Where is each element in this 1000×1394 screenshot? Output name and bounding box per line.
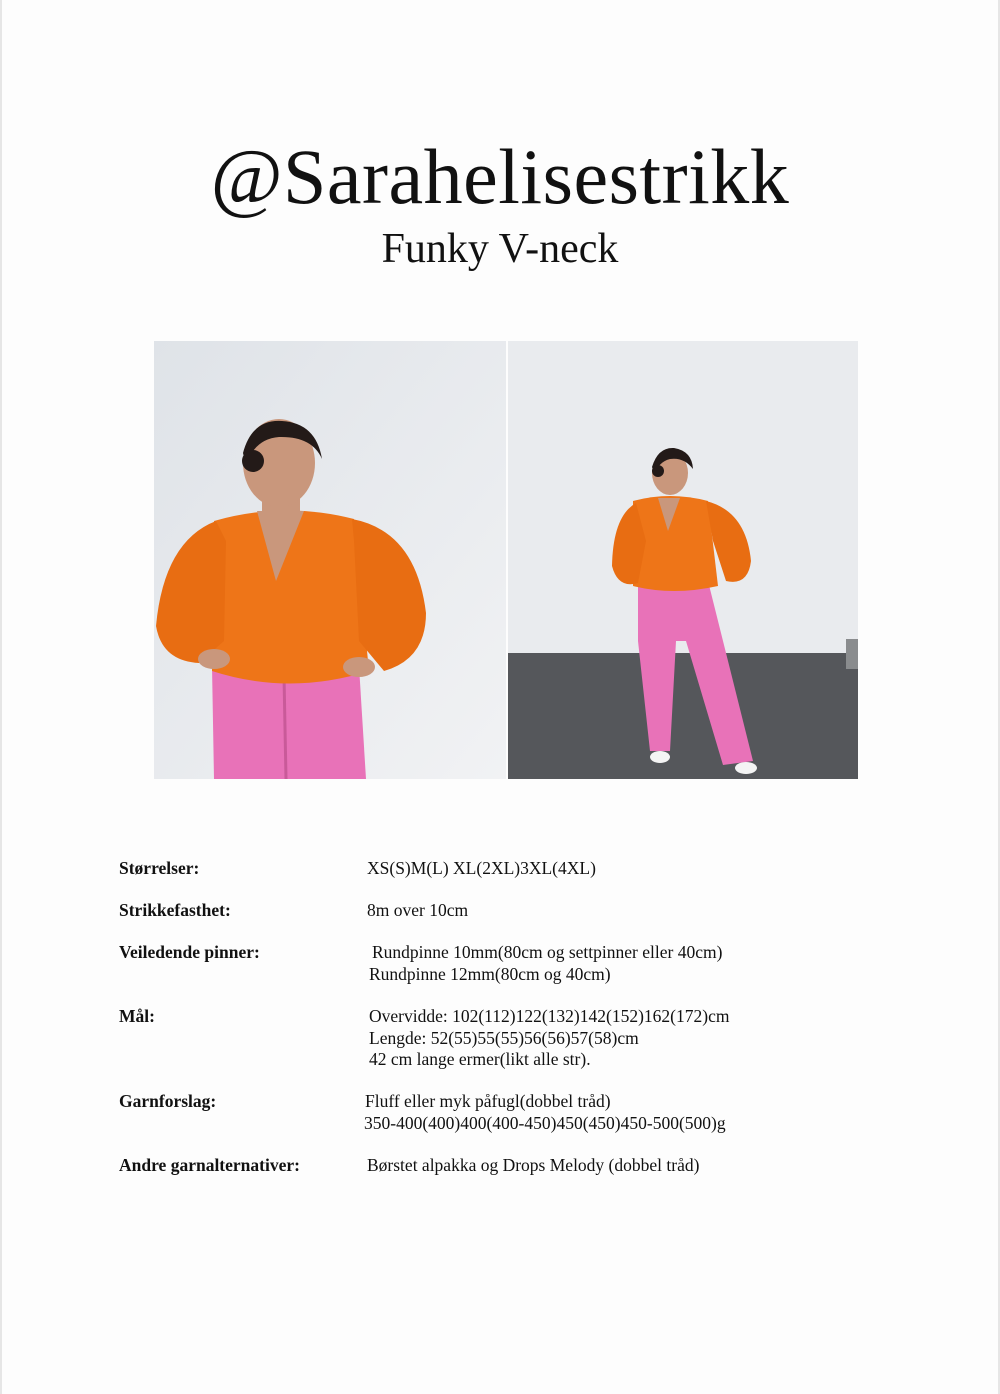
photo-fullbody [508, 341, 858, 779]
photo-closeup-image [154, 341, 506, 779]
spec-value: Rundpinne 12mm(80cm og 40cm) [369, 963, 611, 984]
spec-value: 350-400(400)400(400-450)450(450)450-500(500)g [364, 1112, 726, 1133]
spec-values [369, 942, 722, 985]
spec-value: 42 cm lange ermer(likt alle str). [369, 1049, 591, 1069]
page-title: @Sarahelisestrikk [210, 133, 790, 220]
photo-closeup [154, 341, 506, 779]
spec-values [367, 900, 468, 922]
spec-value: XS(S)M(L) XL(2XL)3XL(4XL) [367, 858, 596, 878]
spec-value: 8m over 10cm [367, 900, 469, 920]
spec-value: Fluff eller myk påfugl(dobbel tråd) [365, 1091, 611, 1111]
spec-values [369, 1006, 729, 1071]
spec-value: Lengde: 52(55)55(55)56(56)57(58)cm [369, 1027, 639, 1048]
pattern-name: Funky V-neck [381, 226, 619, 272]
spec-label: Garnforslag: [119, 1091, 217, 1111]
photo-fullbody-image [508, 341, 858, 779]
spec-value: Børstet alpakka og Drops Melody (dobbel tråd) [367, 1155, 700, 1175]
spec-values [365, 1091, 726, 1134]
spec-value: Overvidde: 102(112)122(132)142(152)162(172)cm [369, 1006, 730, 1026]
spec-label: Størrelser: [119, 858, 200, 878]
spec-values [367, 858, 596, 880]
spec-value: Rundpinne 10mm(80cm og settpinner eller 40cm) [372, 942, 723, 962]
spec-label: Andre garnalternativer: [119, 1155, 300, 1175]
spec-label: Strikkefasthet: [119, 900, 231, 920]
spec-label: Veiledende pinner: [119, 942, 260, 962]
spec-values [367, 1155, 699, 1177]
spec-label: Mål: [119, 1006, 155, 1026]
